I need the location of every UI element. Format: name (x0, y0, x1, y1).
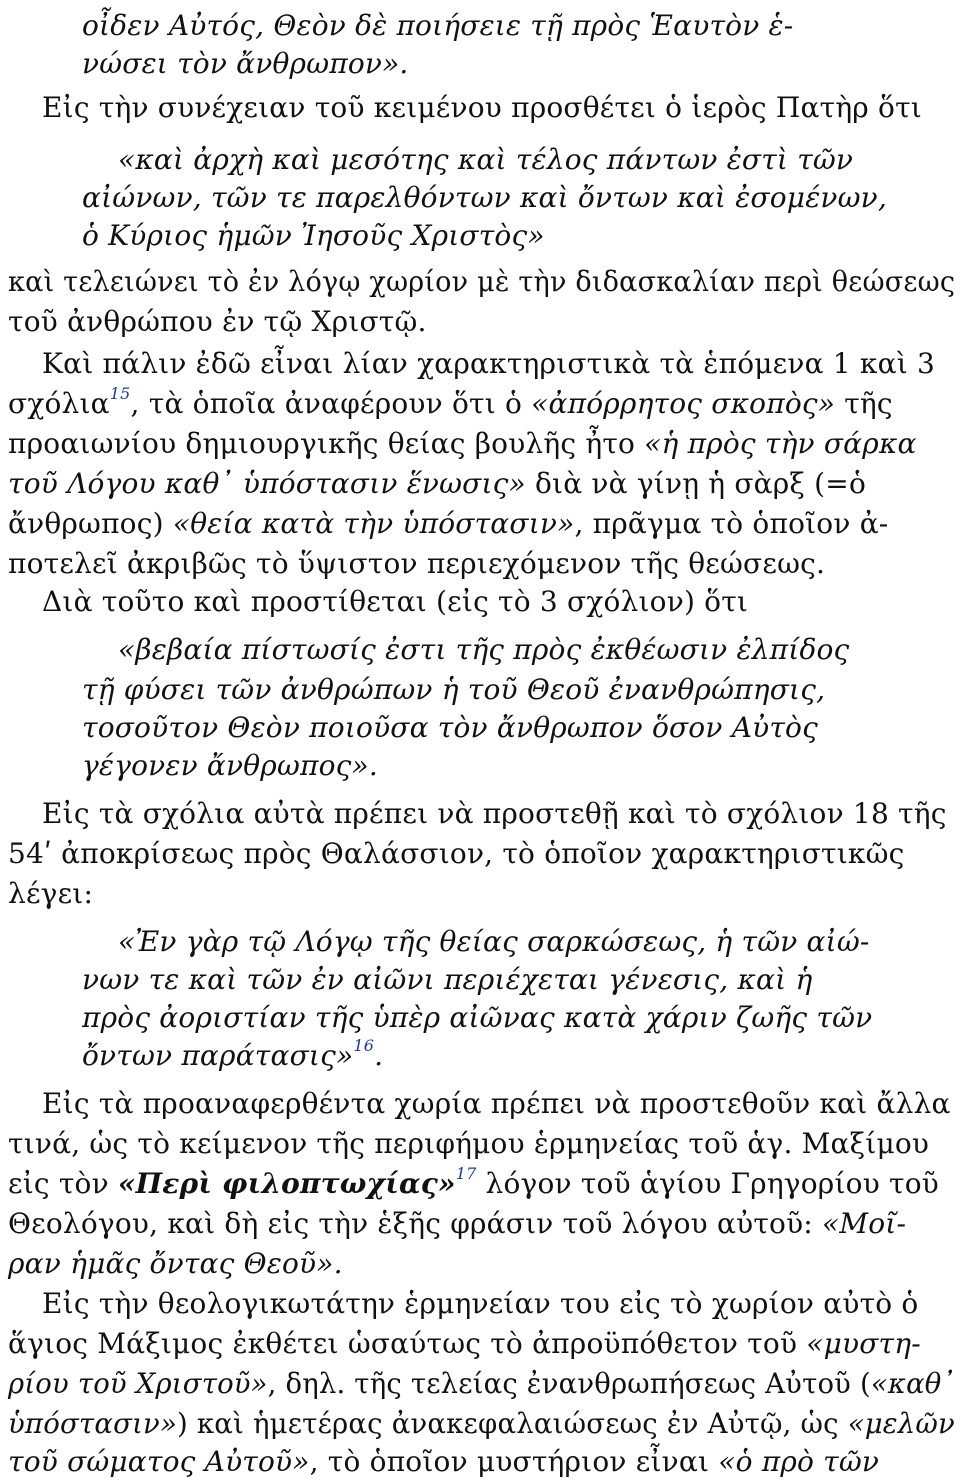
paragraph-line: ποτελεῖ ἀκριβῶς τὸ ὕψιστον περιεχόμενον τῆς θεώσεως. (8, 547, 826, 580)
footnote-ref[interactable]: 17 (455, 1164, 477, 1183)
footnote-ref[interactable]: 15 (109, 384, 131, 403)
paragraph-line (8, 384, 893, 428)
paragraph-line (8, 464, 866, 504)
text-span: , δηλ. τῆς τελείας ἐνανθρωπήσεως Αὐτοῦ ( (267, 1367, 871, 1400)
paragraph-line: καὶ τελειώνει τὸ ἐν λόγῳ χωρίον μὲ τὴν διδασκαλίαν περὶ θεώσεως (8, 265, 956, 298)
text-span: . (374, 1039, 384, 1072)
paragraph-line (8, 424, 917, 464)
paragraph-line: Εἰς τὰ σχόλια αὐτὰ πρέπει νὰ προστεθῇ καὶ τὸ σχόλιον 18 τῆς (42, 797, 947, 830)
text-line: οἶδεν Αὐτός, Θεὸν δὲ ποιήσειε τῇ πρὸς Ἑαυτὸν ἑ- (82, 9, 794, 42)
paragraph-line (8, 1364, 955, 1404)
paragraph-line (8, 1324, 921, 1364)
title-span: «Περὶ φιλοπτωχίας» (117, 1167, 456, 1200)
paragraph-line (8, 1204, 906, 1244)
quote-span: «θεία κατὰ τὴν ὑπόστασιν» (172, 507, 575, 540)
paragraph-line: ραν ἡμᾶς ὄντας Θεοῦ». (8, 1247, 343, 1280)
paragraph-line (8, 1442, 879, 1482)
paragraph-line: λέγει: (8, 877, 94, 910)
quote-line: ὁ Κύριος ἡμῶν Ἰησοῦς Χριστὸς» (82, 219, 545, 252)
text-span: ) καὶ ἡμετέρας ἀνακεφαλαιώσεως ἐν Αὐτῷ, ὡς (177, 1407, 848, 1440)
text-span: , τὰ ὁποῖα ἀναφέρουν ὅτι ὁ (130, 387, 532, 420)
text-span: τῆς (835, 387, 893, 420)
text-span: , τὸ ὁποῖον μυστήριον εἶναι (309, 1445, 719, 1478)
paragraph-line (8, 1164, 939, 1208)
text-span: προαιωνίου δημιουργικῆς θείας βουλῆς ἦτο (8, 427, 645, 460)
paragraph-line (8, 504, 888, 544)
text-line: νώσει τὸν ἄνθρωπον». (82, 47, 409, 80)
quote-line: «βεβαία πίστωσίς ἐστι τῆς πρὸς ἐκθέωσιν ἐλπίδος (118, 633, 850, 666)
quote-line: τῇ φύσει τῶν ἀνθρώπων ἡ τοῦ Θεοῦ ἐνανθρώπησις, (82, 673, 826, 706)
paragraph-line: Εἰς τὰ προαναφερθέντα χωρία πρέπει νὰ προστεθοῦν καὶ ἄλλα (42, 1087, 951, 1120)
quote-line: γέγονεν ἄνθρωπος». (82, 749, 378, 782)
quote-span: «ὁ πρὸ τῶν (718, 1445, 880, 1478)
paragraph-line: τοῦ ἀνθρώπου ἐν τῷ Χριστῷ. (8, 305, 427, 338)
quote-span: «Μοῖ- (822, 1207, 907, 1240)
quote-line: «καὶ ἀρχὴ καὶ μεσότης καὶ τέλος πάντων ἐστὶ τῶν (118, 143, 854, 176)
quote-span: ὄντων παράτασις» (82, 1039, 354, 1072)
text-span: ἄνθρωπος) (8, 507, 173, 540)
text-span: , πρᾶγμα τὸ ὁποῖον ἀ- (574, 507, 889, 540)
quote-line: αἰώνων, τῶν τε παρελθόντων καὶ ὄντων καὶ ἐσομένων, (82, 181, 887, 214)
quote-line (82, 1036, 383, 1080)
text-span: σχόλια (8, 387, 110, 420)
quote-line: πρὸς ἀοριστίαν τῆς ὑπὲρ αἰῶνας κατὰ χάριν ζωῆς τῶν (82, 1001, 873, 1034)
quote-line: τοσοῦτον Θεὸν ποιοῦσα τὸν ἄνθρωπον ὅσον Αὐτὸς (82, 711, 818, 744)
paragraph-line: Καὶ πάλιν ἐδῶ εἶναι λίαν χαρακτηριστικὰ τὰ ἑπόμενα 1 καὶ 3 (42, 347, 935, 380)
quote-line: νων τε καὶ τῶν ἐν αἰῶνι περιέχεται γένεσις, καὶ ἡ (82, 963, 813, 996)
quote-span: «καθ᾽ (870, 1367, 956, 1400)
text-span: εἰς τὸν (8, 1167, 118, 1200)
paragraph-line (8, 1404, 955, 1444)
paragraph-line: Διὰ τοῦτο καὶ προστίθεται (εἰς τὸ 3 σχόλιον) ὅτι (42, 585, 749, 618)
quote-span: «ἀπόρρητος σκοπὸς» (531, 387, 836, 420)
quote-span: «μυστη- (806, 1327, 921, 1360)
quote-span: «μελῶν (847, 1407, 955, 1440)
paragraph-line: 54ʹ ἀποκρίσεως πρὸς Θαλάσσιον, τὸ ὁποῖον χαρακτηριστικῶς (8, 837, 905, 870)
paragraph-line: Εἰς τὴν θεολογικωτάτην ἑρμηνείαν του εἰς τὸ χωρίον αὐτὸ ὁ (42, 1287, 919, 1320)
quote-span: «ἡ πρὸς τὴν σάρκα (644, 427, 917, 460)
text-span: λόγον τοῦ ἁγίου Γρηγορίου τοῦ (476, 1167, 939, 1200)
quote-span: ρίου τοῦ Χριστοῦ» (8, 1367, 268, 1400)
paragraph-line: Εἰς τὴν συνέχειαν τοῦ κειμένου προσθέτει ὁ ἱερὸς Πατὴρ ὅτι (42, 91, 922, 124)
text-span: ἅγιος Μάξιμος ἐκθέτει ὡσαύτως τὸ ἀπροϋπόθετον τοῦ (8, 1327, 807, 1360)
paragraph-line: τινά, ὡς τὸ κείμενον τῆς περιφήμου ἑρμηνείας τοῦ ἁγ. Μαξίμου (8, 1127, 930, 1160)
quote-span: ὑπόστασιν» (8, 1407, 178, 1440)
footnote-ref[interactable]: 16 (353, 1036, 375, 1055)
text-span: διὰ νὰ γίνῃ ἡ σὰρξ (=ὁ (525, 467, 866, 500)
quote-span: τοῦ Λόγου καθ᾽ ὑπόστασιν ἕνωσις» (8, 467, 526, 500)
quote-span: τοῦ σώματος Αὐτοῦ» (8, 1445, 310, 1478)
text-span: Θεολόγου, καὶ δὴ εἰς τὴν ἑξῆς φράσιν τοῦ λόγου αὐτοῦ: (8, 1207, 823, 1240)
quote-line: «Ἐν γὰρ τῷ Λόγῳ τῆς θείας σαρκώσεως, ἡ τῶν αἰώ- (118, 925, 870, 958)
